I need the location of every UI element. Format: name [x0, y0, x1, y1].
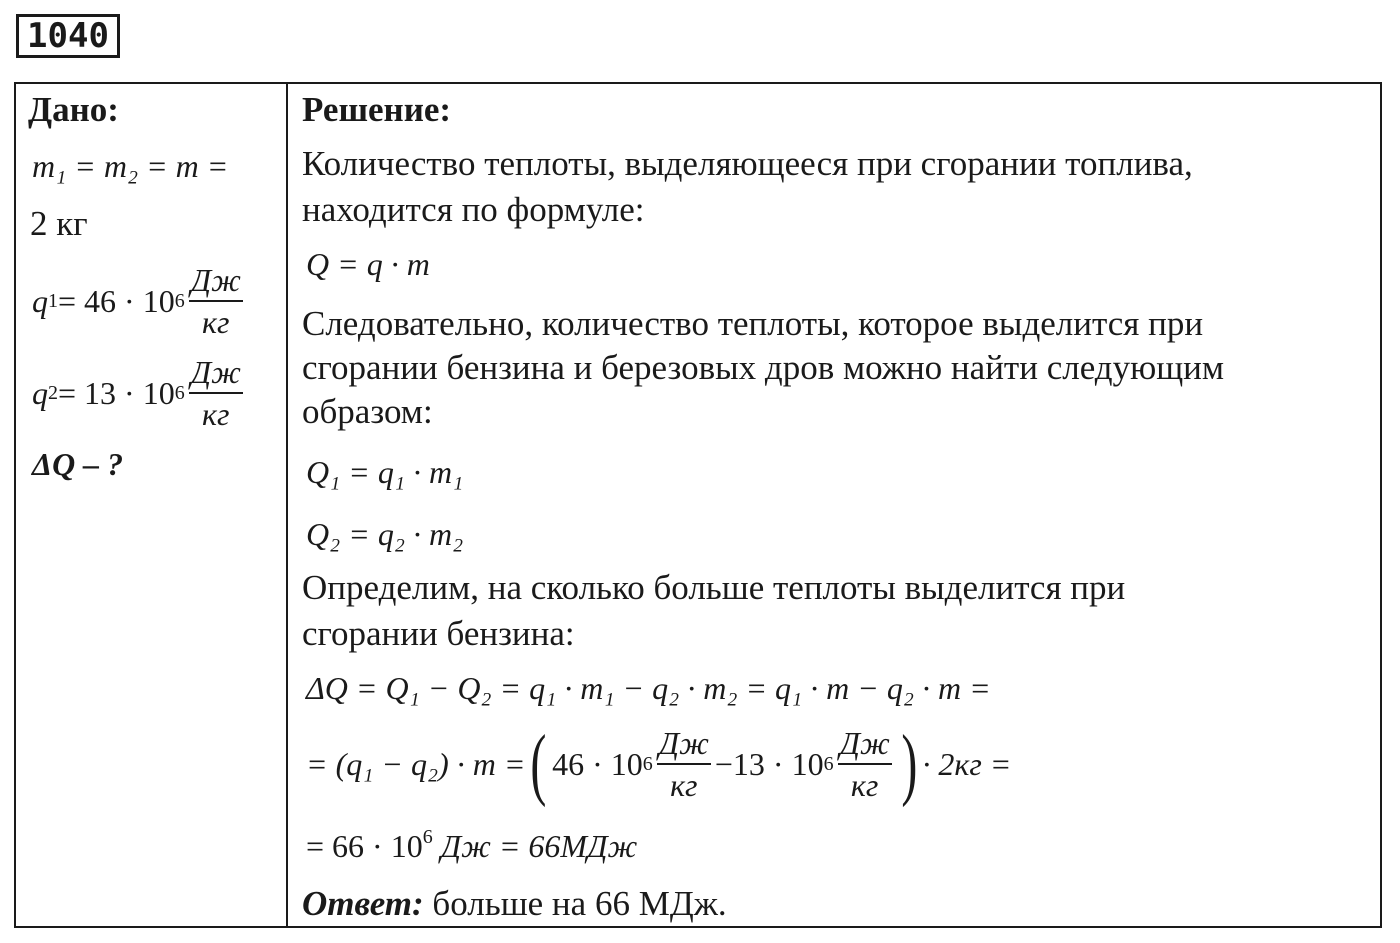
- left-paren: (: [530, 720, 547, 808]
- problem-number: 1040: [16, 14, 120, 58]
- calc-3-start: = 66 · 10: [306, 828, 423, 864]
- answer-text: больше на 66 МДж.: [423, 884, 727, 923]
- calculation-line-2: = (q₁ − q₂) · m = ( 46 · 10 6 $\frac{Дж}{кг}$ −13 · 10 6 $\frac{Дж}{кг}$ ) · 2кг =: [306, 720, 1012, 808]
- given-q2: q 2 = 13 · 10 6 $\frac{Дж}{кг}$: [32, 354, 241, 432]
- calc-term-1: 46 · 10: [552, 746, 643, 782]
- calc-unit-fraction-2: [838, 723, 892, 805]
- formula-q2: Q₂ = q₂ · m₂: [306, 516, 464, 552]
- paragraph-3-line-2: сгорании бензина:: [302, 614, 575, 653]
- given-mass-equation: m₁ = m₂ = m =: [32, 148, 229, 184]
- formula-q1: Q₁ = q₁ · m₁: [306, 454, 464, 490]
- unit-denominator: кг: [670, 767, 698, 803]
- calc-3-exponent: 6: [422, 826, 433, 848]
- unit-numerator: Дж: [189, 260, 243, 302]
- unit-numerator: Дж: [838, 723, 892, 765]
- given-find: ΔQ – ?: [32, 446, 124, 482]
- q2-symbol: q: [32, 375, 48, 411]
- given-heading: Дано:: [28, 90, 119, 129]
- q1-value: = 46 · 10: [58, 283, 175, 319]
- q2-unit-fraction: [189, 352, 243, 434]
- given-q1: q 1 = 46 · 10 6 $\frac{Дж}{кг}$: [32, 262, 241, 340]
- paragraph-3-line-1: Определим, на сколько больше теплоты выделится при: [302, 568, 1126, 607]
- unit-numerator: Дж: [657, 723, 711, 765]
- calc-unit-fraction-1: [657, 723, 711, 805]
- answer-label: Ответ:: [302, 884, 424, 923]
- unit-denominator: кг: [202, 396, 230, 432]
- q2-value: = 13 · 10: [58, 375, 175, 411]
- paragraph-2-line-1: Следовательно, количество теплоты, которое выделится при: [302, 304, 1204, 343]
- formula-heat: Q = q · m: [306, 246, 430, 282]
- calculation-line-1: ΔQ = Q₁ − Q₂ = q₁ · m₁ − q₂ · m₂ = q₁ · m − q₂ · m =: [306, 670, 991, 706]
- right-paren: ): [901, 720, 918, 808]
- given-mass-value: 2 кг: [30, 204, 88, 243]
- calc-2-start: = (q₁ − q₂) · m =: [306, 746, 526, 782]
- paragraph-2-line-3: образом:: [302, 392, 433, 431]
- unit-denominator: кг: [850, 767, 879, 803]
- unit-denominator: кг: [202, 304, 230, 340]
- paragraph-2-line-2: сгорании бензина и березовых дров можно найти следующим: [302, 348, 1225, 387]
- calc-3-end: Дж = 66МДж: [432, 828, 638, 864]
- paragraph-1-line-2: находится по формуле:: [302, 190, 645, 229]
- solution-heading: Решение:: [302, 90, 452, 129]
- column-divider: [286, 82, 288, 928]
- answer: [302, 882, 727, 926]
- calc-2-tail: · 2кг =: [922, 746, 1012, 782]
- q1-symbol: q: [32, 283, 48, 319]
- q1-unit-fraction: [189, 260, 243, 342]
- unit-numerator: Дж: [189, 352, 243, 394]
- calc-term-2: −13 · 10: [714, 746, 824, 782]
- paragraph-1-line-1: Количество теплоты, выделяющееся при сгорании топлива,: [302, 144, 1193, 183]
- calculation-line-3: [306, 826, 637, 866]
